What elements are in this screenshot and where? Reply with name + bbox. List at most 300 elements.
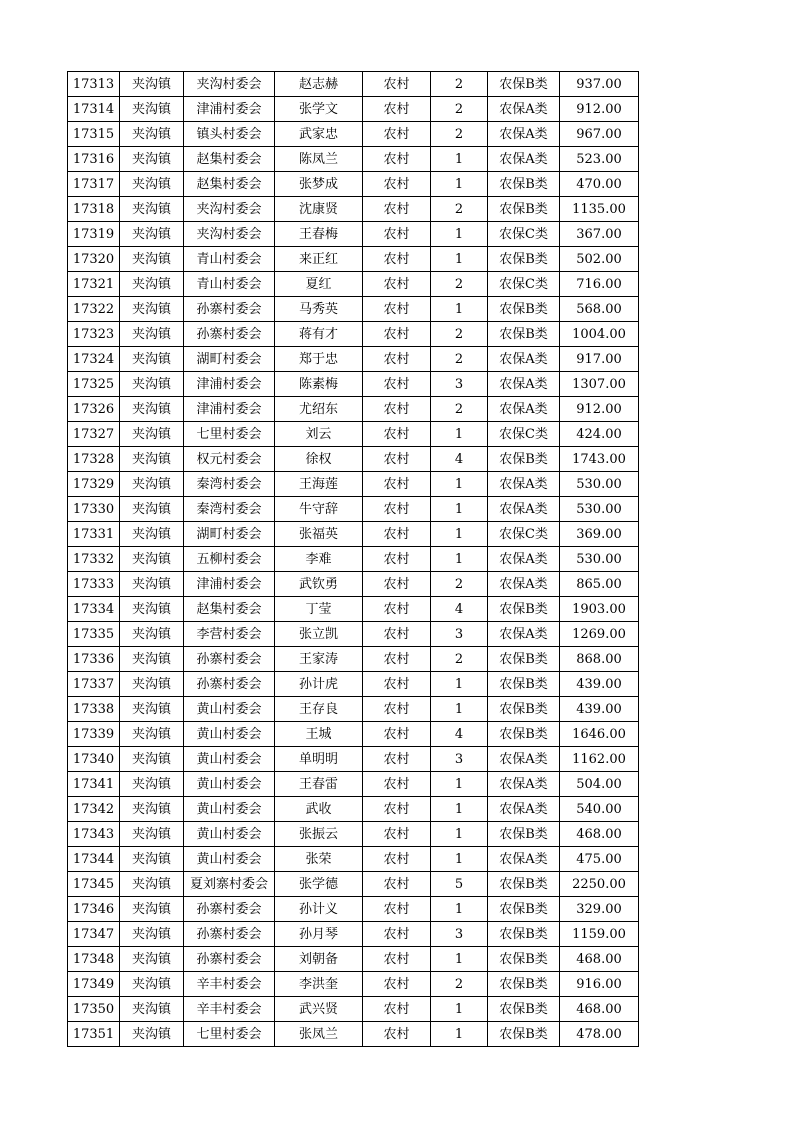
cell-row-id: 17349 — [68, 972, 120, 997]
table-row — [68, 747, 639, 772]
cell-household-size: 1 — [431, 547, 488, 572]
cell-town: 夹沟镇 — [120, 622, 184, 647]
table-row — [68, 897, 639, 922]
cell-amount: 468.00 — [560, 947, 639, 972]
cell-row-id: 17316 — [68, 147, 120, 172]
cell-village-committee: 权元村委会 — [184, 447, 275, 472]
cell-residence-type: 农村 — [363, 372, 431, 397]
cell-insurance-category: 农保B类 — [488, 297, 560, 322]
cell-town: 夹沟镇 — [120, 72, 184, 97]
table-row — [68, 697, 639, 722]
cell-amount: 502.00 — [560, 247, 639, 272]
cell-household-size: 1 — [431, 172, 488, 197]
cell-row-id: 17336 — [68, 647, 120, 672]
cell-amount: 439.00 — [560, 672, 639, 697]
cell-household-size: 1 — [431, 247, 488, 272]
cell-residence-type: 农村 — [363, 772, 431, 797]
cell-household-size: 1 — [431, 147, 488, 172]
cell-town: 夹沟镇 — [120, 947, 184, 972]
cell-insurance-category: 农保C类 — [488, 272, 560, 297]
table-row — [68, 1022, 639, 1047]
cell-village-committee: 湖町村委会 — [184, 347, 275, 372]
cell-household-size: 2 — [431, 647, 488, 672]
cell-person-name: 徐权 — [275, 447, 363, 472]
table-row — [68, 672, 639, 697]
cell-village-committee: 孙寨村委会 — [184, 322, 275, 347]
cell-amount: 523.00 — [560, 147, 639, 172]
cell-village-committee: 夹沟村委会 — [184, 197, 275, 222]
cell-row-id: 17345 — [68, 872, 120, 897]
table-row — [68, 397, 639, 422]
cell-village-committee: 黄山村委会 — [184, 772, 275, 797]
cell-household-size: 1 — [431, 822, 488, 847]
cell-person-name: 王家涛 — [275, 647, 363, 672]
cell-amount: 439.00 — [560, 697, 639, 722]
table-row — [68, 347, 639, 372]
cell-village-committee: 黄山村委会 — [184, 747, 275, 772]
cell-insurance-category: 农保B类 — [488, 997, 560, 1022]
cell-household-size: 1 — [431, 422, 488, 447]
cell-insurance-category: 农保A类 — [488, 122, 560, 147]
cell-amount: 367.00 — [560, 222, 639, 247]
cell-person-name: 郑于忠 — [275, 347, 363, 372]
cell-person-name: 张学德 — [275, 872, 363, 897]
cell-amount: 1903.00 — [560, 597, 639, 622]
cell-amount: 530.00 — [560, 497, 639, 522]
cell-amount: 475.00 — [560, 847, 639, 872]
cell-residence-type: 农村 — [363, 747, 431, 772]
table-row — [68, 97, 639, 122]
cell-amount: 716.00 — [560, 272, 639, 297]
cell-village-committee: 孙寨村委会 — [184, 672, 275, 697]
cell-village-committee: 夹沟村委会 — [184, 72, 275, 97]
cell-village-committee: 津浦村委会 — [184, 572, 275, 597]
cell-village-committee: 青山村委会 — [184, 272, 275, 297]
cell-town: 夹沟镇 — [120, 422, 184, 447]
cell-town: 夹沟镇 — [120, 847, 184, 872]
cell-person-name: 牛守辞 — [275, 497, 363, 522]
table-row — [68, 547, 639, 572]
cell-residence-type: 农村 — [363, 472, 431, 497]
cell-residence-type: 农村 — [363, 72, 431, 97]
cell-insurance-category: 农保B类 — [488, 322, 560, 347]
cell-residence-type: 农村 — [363, 872, 431, 897]
cell-row-id: 17329 — [68, 472, 120, 497]
cell-village-committee: 青山村委会 — [184, 247, 275, 272]
cell-amount: 916.00 — [560, 972, 639, 997]
cell-amount: 1162.00 — [560, 747, 639, 772]
cell-insurance-category: 农保A类 — [488, 347, 560, 372]
cell-amount: 937.00 — [560, 72, 639, 97]
cell-town: 夹沟镇 — [120, 897, 184, 922]
cell-row-id: 17340 — [68, 747, 120, 772]
cell-town: 夹沟镇 — [120, 322, 184, 347]
table-row — [68, 497, 639, 522]
cell-town: 夹沟镇 — [120, 222, 184, 247]
cell-person-name: 陈素梅 — [275, 372, 363, 397]
cell-town: 夹沟镇 — [120, 372, 184, 397]
cell-person-name: 武钦勇 — [275, 572, 363, 597]
cell-insurance-category: 农保B类 — [488, 697, 560, 722]
cell-row-id: 17320 — [68, 247, 120, 272]
cell-person-name: 沈康贤 — [275, 197, 363, 222]
cell-residence-type: 农村 — [363, 272, 431, 297]
cell-town: 夹沟镇 — [120, 122, 184, 147]
cell-row-id: 17343 — [68, 822, 120, 847]
cell-village-committee: 镇头村委会 — [184, 122, 275, 147]
cell-village-committee: 夏刘寨村委会 — [184, 872, 275, 897]
cell-residence-type: 农村 — [363, 147, 431, 172]
cell-row-id: 17323 — [68, 322, 120, 347]
cell-residence-type: 农村 — [363, 122, 431, 147]
cell-village-committee: 津浦村委会 — [184, 97, 275, 122]
cell-person-name: 孙计义 — [275, 897, 363, 922]
cell-residence-type: 农村 — [363, 1022, 431, 1047]
cell-insurance-category: 农保B类 — [488, 922, 560, 947]
cell-village-committee: 赵集村委会 — [184, 147, 275, 172]
cell-amount: 967.00 — [560, 122, 639, 147]
cell-amount: 470.00 — [560, 172, 639, 197]
cell-village-committee: 李营村委会 — [184, 622, 275, 647]
cell-residence-type: 农村 — [363, 297, 431, 322]
cell-household-size: 1 — [431, 297, 488, 322]
cell-town: 夹沟镇 — [120, 472, 184, 497]
cell-household-size: 2 — [431, 272, 488, 297]
cell-insurance-category: 农保A类 — [488, 472, 560, 497]
cell-person-name: 孙月琴 — [275, 922, 363, 947]
table-row — [68, 147, 639, 172]
cell-person-name: 李洪奎 — [275, 972, 363, 997]
cell-residence-type: 农村 — [363, 347, 431, 372]
table-row — [68, 722, 639, 747]
cell-amount: 2250.00 — [560, 872, 639, 897]
cell-person-name: 张福英 — [275, 522, 363, 547]
cell-village-committee: 七里村委会 — [184, 422, 275, 447]
cell-row-id: 17325 — [68, 372, 120, 397]
cell-residence-type: 农村 — [363, 397, 431, 422]
table-row — [68, 822, 639, 847]
cell-person-name: 王春雷 — [275, 772, 363, 797]
table-row — [68, 297, 639, 322]
cell-household-size: 4 — [431, 722, 488, 747]
cell-household-size: 2 — [431, 347, 488, 372]
cell-residence-type: 农村 — [363, 847, 431, 872]
cell-residence-type: 农村 — [363, 922, 431, 947]
cell-village-committee: 七里村委会 — [184, 1022, 275, 1047]
cell-household-size: 1 — [431, 772, 488, 797]
cell-household-size: 1 — [431, 522, 488, 547]
cell-insurance-category: 农保A类 — [488, 397, 560, 422]
cell-residence-type: 农村 — [363, 547, 431, 572]
cell-village-committee: 黄山村委会 — [184, 697, 275, 722]
cell-amount: 1646.00 — [560, 722, 639, 747]
cell-insurance-category: 农保B类 — [488, 72, 560, 97]
table-row — [68, 122, 639, 147]
table-row — [68, 622, 639, 647]
cell-person-name: 尤绍东 — [275, 397, 363, 422]
table-row — [68, 922, 639, 947]
cell-amount: 1004.00 — [560, 322, 639, 347]
cell-amount: 468.00 — [560, 822, 639, 847]
cell-person-name: 单明明 — [275, 747, 363, 772]
cell-person-name: 王海莲 — [275, 472, 363, 497]
cell-village-committee: 秦湾村委会 — [184, 497, 275, 522]
cell-row-id: 17313 — [68, 72, 120, 97]
cell-insurance-category: 农保A类 — [488, 772, 560, 797]
cell-village-committee: 孙寨村委会 — [184, 922, 275, 947]
cell-town: 夹沟镇 — [120, 397, 184, 422]
cell-village-committee: 夹沟村委会 — [184, 222, 275, 247]
cell-town: 夹沟镇 — [120, 722, 184, 747]
cell-insurance-category: 农保A类 — [488, 572, 560, 597]
cell-amount: 1159.00 — [560, 922, 639, 947]
cell-town: 夹沟镇 — [120, 97, 184, 122]
cell-village-committee: 五柳村委会 — [184, 547, 275, 572]
cell-row-id: 17314 — [68, 97, 120, 122]
cell-town: 夹沟镇 — [120, 447, 184, 472]
cell-person-name: 蒋有才 — [275, 322, 363, 347]
cell-insurance-category: 农保B类 — [488, 672, 560, 697]
cell-household-size: 1 — [431, 222, 488, 247]
cell-row-id: 17321 — [68, 272, 120, 297]
cell-insurance-category: 农保B类 — [488, 172, 560, 197]
table-row — [68, 422, 639, 447]
cell-household-size: 1 — [431, 497, 488, 522]
cell-person-name: 武收 — [275, 797, 363, 822]
cell-amount: 504.00 — [560, 772, 639, 797]
cell-town: 夹沟镇 — [120, 597, 184, 622]
cell-residence-type: 农村 — [363, 197, 431, 222]
cell-household-size: 1 — [431, 697, 488, 722]
cell-amount: 540.00 — [560, 797, 639, 822]
cell-insurance-category: 农保A类 — [488, 622, 560, 647]
cell-residence-type: 农村 — [363, 797, 431, 822]
table-row — [68, 647, 639, 672]
cell-town: 夹沟镇 — [120, 672, 184, 697]
cell-town: 夹沟镇 — [120, 347, 184, 372]
cell-village-committee: 黄山村委会 — [184, 797, 275, 822]
cell-person-name: 丁莹 — [275, 597, 363, 622]
cell-village-committee: 赵集村委会 — [184, 597, 275, 622]
cell-household-size: 1 — [431, 997, 488, 1022]
cell-row-id: 17337 — [68, 672, 120, 697]
cell-person-name: 王存良 — [275, 697, 363, 722]
cell-row-id: 17317 — [68, 172, 120, 197]
cell-town: 夹沟镇 — [120, 822, 184, 847]
cell-row-id: 17319 — [68, 222, 120, 247]
cell-person-name: 马秀英 — [275, 297, 363, 322]
cell-person-name: 张立凯 — [275, 622, 363, 647]
cell-insurance-category: 农保B类 — [488, 597, 560, 622]
cell-insurance-category: 农保A类 — [488, 372, 560, 397]
table-row — [68, 472, 639, 497]
table-row — [68, 572, 639, 597]
cell-row-id: 17347 — [68, 922, 120, 947]
cell-amount: 1269.00 — [560, 622, 639, 647]
cell-household-size: 1 — [431, 947, 488, 972]
cell-town: 夹沟镇 — [120, 797, 184, 822]
cell-insurance-category: 农保A类 — [488, 847, 560, 872]
cell-residence-type: 农村 — [363, 322, 431, 347]
cell-residence-type: 农村 — [363, 897, 431, 922]
cell-town: 夹沟镇 — [120, 972, 184, 997]
cell-village-committee: 黄山村委会 — [184, 847, 275, 872]
cell-household-size: 2 — [431, 972, 488, 997]
cell-person-name: 张振云 — [275, 822, 363, 847]
cell-person-name: 刘朝备 — [275, 947, 363, 972]
cell-town: 夹沟镇 — [120, 547, 184, 572]
table-row — [68, 322, 639, 347]
table-row — [68, 847, 639, 872]
cell-village-committee: 孙寨村委会 — [184, 947, 275, 972]
cell-amount: 1135.00 — [560, 197, 639, 222]
cell-amount: 865.00 — [560, 572, 639, 597]
cell-village-committee: 孙寨村委会 — [184, 647, 275, 672]
cell-row-id: 17348 — [68, 947, 120, 972]
cell-amount: 329.00 — [560, 897, 639, 922]
cell-row-id: 17333 — [68, 572, 120, 597]
table-row — [68, 797, 639, 822]
cell-village-committee: 辛丰村委会 — [184, 972, 275, 997]
cell-amount: 868.00 — [560, 647, 639, 672]
cell-insurance-category: 农保A类 — [488, 97, 560, 122]
cell-village-committee: 孙寨村委会 — [184, 897, 275, 922]
cell-village-committee: 黄山村委会 — [184, 722, 275, 747]
table-row — [68, 972, 639, 997]
cell-household-size: 3 — [431, 622, 488, 647]
cell-person-name: 张学文 — [275, 97, 363, 122]
cell-person-name: 赵志赫 — [275, 72, 363, 97]
cell-household-size: 2 — [431, 97, 488, 122]
roster-body — [68, 72, 639, 1047]
cell-town: 夹沟镇 — [120, 247, 184, 272]
cell-residence-type: 农村 — [363, 247, 431, 272]
roster-table — [67, 71, 639, 1047]
cell-row-id: 17334 — [68, 597, 120, 622]
cell-residence-type: 农村 — [363, 522, 431, 547]
cell-village-committee: 秦湾村委会 — [184, 472, 275, 497]
cell-amount: 1307.00 — [560, 372, 639, 397]
cell-residence-type: 农村 — [363, 622, 431, 647]
cell-row-id: 17324 — [68, 347, 120, 372]
cell-residence-type: 农村 — [363, 672, 431, 697]
cell-village-committee: 津浦村委会 — [184, 397, 275, 422]
cell-town: 夹沟镇 — [120, 572, 184, 597]
cell-amount: 1743.00 — [560, 447, 639, 472]
cell-person-name: 武兴贤 — [275, 997, 363, 1022]
cell-residence-type: 农村 — [363, 497, 431, 522]
cell-residence-type: 农村 — [363, 647, 431, 672]
cell-residence-type: 农村 — [363, 822, 431, 847]
cell-town: 夹沟镇 — [120, 997, 184, 1022]
table-row — [68, 522, 639, 547]
table-row — [68, 272, 639, 297]
cell-household-size: 1 — [431, 672, 488, 697]
table-row — [68, 172, 639, 197]
cell-amount: 424.00 — [560, 422, 639, 447]
table-row — [68, 247, 639, 272]
cell-household-size: 1 — [431, 897, 488, 922]
cell-town: 夹沟镇 — [120, 297, 184, 322]
cell-person-name: 武家忠 — [275, 122, 363, 147]
cell-row-id: 17346 — [68, 897, 120, 922]
cell-insurance-category: 农保B类 — [488, 822, 560, 847]
cell-row-id: 17339 — [68, 722, 120, 747]
cell-amount: 478.00 — [560, 1022, 639, 1047]
table-row — [68, 872, 639, 897]
cell-insurance-category: 农保C类 — [488, 522, 560, 547]
cell-household-size: 3 — [431, 922, 488, 947]
cell-person-name: 王城 — [275, 722, 363, 747]
cell-row-id: 17328 — [68, 447, 120, 472]
cell-insurance-category: 农保C类 — [488, 422, 560, 447]
cell-person-name: 王春梅 — [275, 222, 363, 247]
cell-residence-type: 农村 — [363, 222, 431, 247]
cell-insurance-category: 农保B类 — [488, 722, 560, 747]
cell-town: 夹沟镇 — [120, 747, 184, 772]
cell-residence-type: 农村 — [363, 722, 431, 747]
cell-town: 夹沟镇 — [120, 272, 184, 297]
cell-person-name: 李难 — [275, 547, 363, 572]
cell-row-id: 17322 — [68, 297, 120, 322]
cell-amount: 912.00 — [560, 97, 639, 122]
cell-town: 夹沟镇 — [120, 697, 184, 722]
cell-village-committee: 辛丰村委会 — [184, 997, 275, 1022]
cell-insurance-category: 农保B类 — [488, 972, 560, 997]
cell-row-id: 17341 — [68, 772, 120, 797]
cell-amount: 917.00 — [560, 347, 639, 372]
cell-household-size: 1 — [431, 472, 488, 497]
cell-row-id: 17344 — [68, 847, 120, 872]
cell-row-id: 17327 — [68, 422, 120, 447]
cell-household-size: 1 — [431, 797, 488, 822]
cell-household-size: 3 — [431, 372, 488, 397]
cell-person-name: 夏红 — [275, 272, 363, 297]
cell-residence-type: 农村 — [363, 422, 431, 447]
table-row — [68, 222, 639, 247]
cell-person-name: 孙计虎 — [275, 672, 363, 697]
cell-town: 夹沟镇 — [120, 922, 184, 947]
cell-insurance-category: 农保B类 — [488, 197, 560, 222]
cell-insurance-category: 农保B类 — [488, 447, 560, 472]
cell-row-id: 17331 — [68, 522, 120, 547]
cell-village-committee: 黄山村委会 — [184, 822, 275, 847]
cell-insurance-category: 农保A类 — [488, 747, 560, 772]
cell-person-name: 张梦成 — [275, 172, 363, 197]
cell-town: 夹沟镇 — [120, 772, 184, 797]
cell-residence-type: 农村 — [363, 972, 431, 997]
cell-town: 夹沟镇 — [120, 647, 184, 672]
cell-town: 夹沟镇 — [120, 172, 184, 197]
cell-person-name: 来正红 — [275, 247, 363, 272]
cell-household-size: 1 — [431, 1022, 488, 1047]
cell-row-id: 17342 — [68, 797, 120, 822]
table-row — [68, 372, 639, 397]
cell-amount: 530.00 — [560, 472, 639, 497]
cell-insurance-category: 农保A类 — [488, 547, 560, 572]
cell-person-name: 刘云 — [275, 422, 363, 447]
cell-town: 夹沟镇 — [120, 497, 184, 522]
cell-residence-type: 农村 — [363, 572, 431, 597]
cell-insurance-category: 农保B类 — [488, 897, 560, 922]
cell-village-committee: 赵集村委会 — [184, 172, 275, 197]
cell-residence-type: 农村 — [363, 172, 431, 197]
table-row — [68, 197, 639, 222]
cell-town: 夹沟镇 — [120, 522, 184, 547]
cell-insurance-category: 农保B类 — [488, 947, 560, 972]
table-row — [68, 597, 639, 622]
cell-household-size: 2 — [431, 72, 488, 97]
